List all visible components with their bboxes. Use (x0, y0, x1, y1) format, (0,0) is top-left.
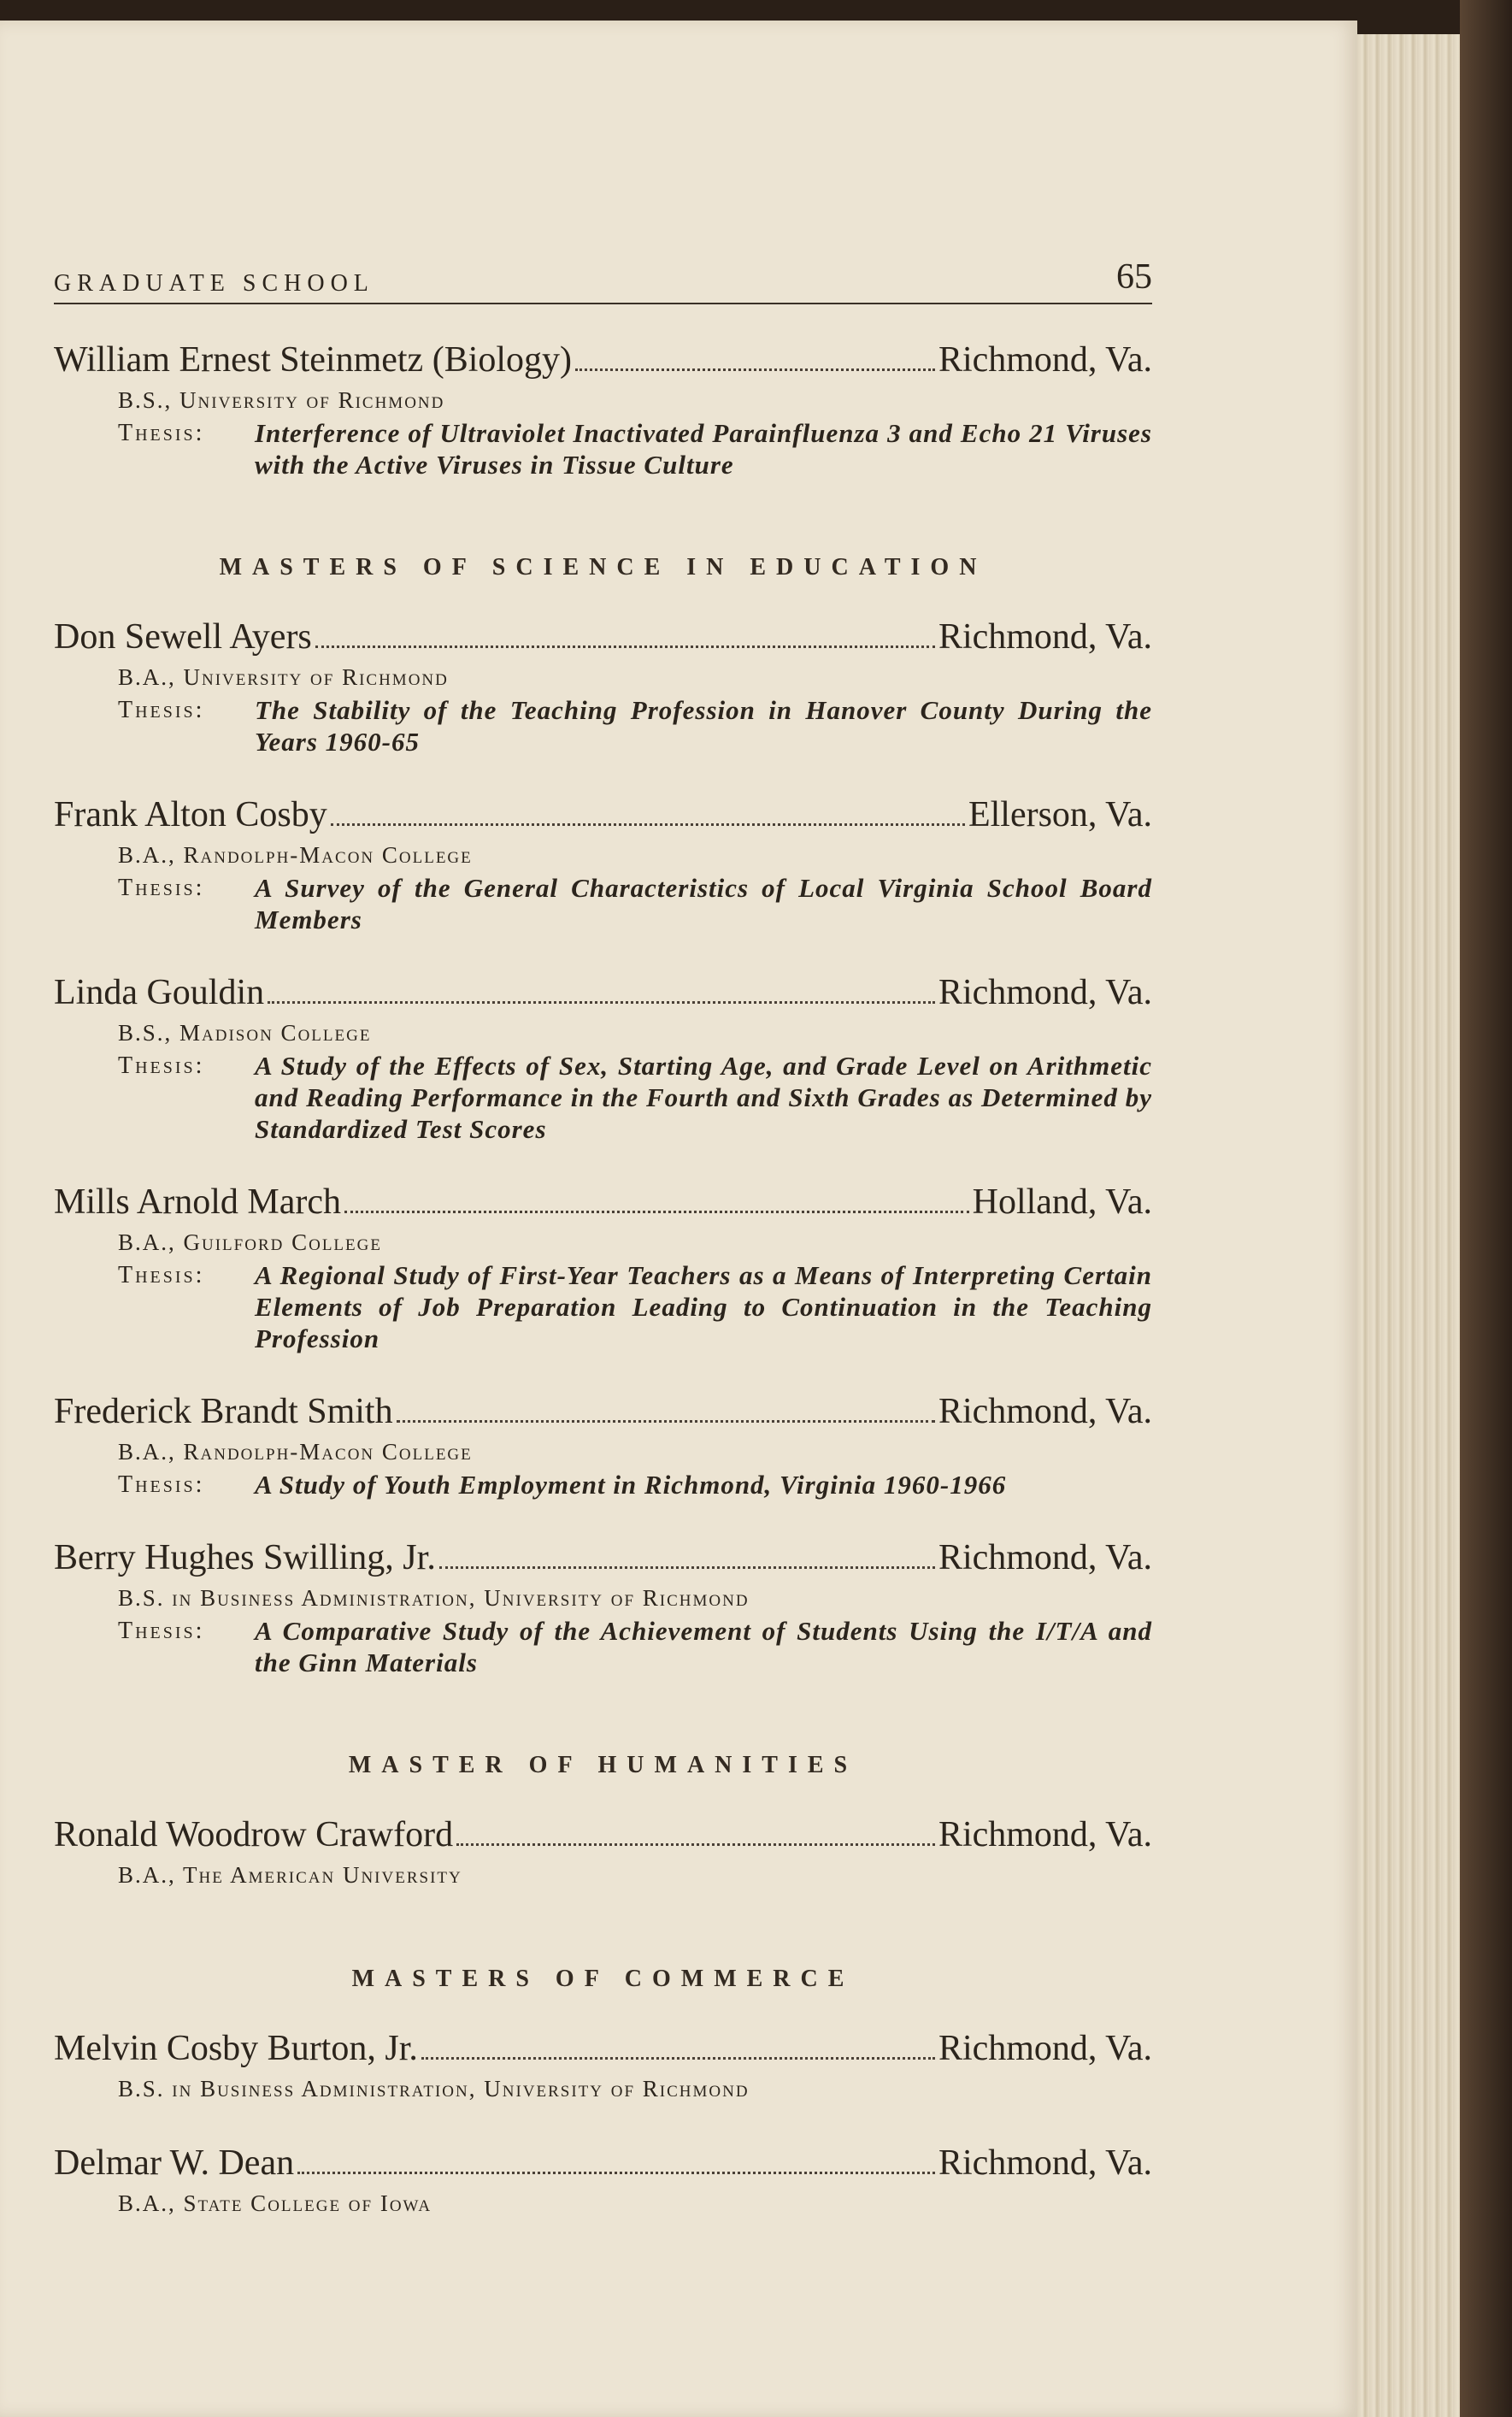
thesis-title: A Study of Youth Employment in Richmond, Virginia 1960-1966 (255, 1470, 1007, 1500)
dot-leader (575, 368, 935, 371)
graduate-name: Delmar W. Dean (54, 2143, 295, 2183)
thesis-line (118, 694, 1152, 758)
thesis-title: A Comparative Study of the Achievement of Students Using the I/T/A and the Ginn Materials (255, 1616, 1152, 1677)
thesis-title: Interference of Ultraviolet Inactivated Parainfluenza 3 and Echo 21 Viruses with the Active Viruses in Tissue Culture (255, 418, 1152, 480)
graduate-hometown: Richmond, Va. (938, 1815, 1152, 1854)
page-content (54, 256, 1152, 2220)
name-line (54, 614, 1152, 660)
graduate-name: Don Sewell Ayers (54, 617, 312, 657)
thesis-title: A Regional Study of First-Year Teachers as a Means of Interpreting Certain Elements of Job Preparation Leading to Continuation in the Teaching Profession (255, 1260, 1152, 1353)
prior-degree: B.S., University of Richmond (118, 387, 445, 413)
thesis-line (118, 1259, 1152, 1354)
name-line (54, 2140, 1152, 2186)
graduate-entry (54, 2140, 1152, 2220)
graduate-hometown: Richmond, Va. (938, 2029, 1152, 2068)
thesis-label: Thesis: (118, 875, 205, 901)
graduate-name: Ronald Woodrow Crawford (54, 1815, 454, 1854)
thesis-line (118, 1050, 1152, 1145)
graduate-entry (54, 792, 1152, 935)
page-number: 65 (1116, 257, 1152, 297)
graduate-hometown: Holland, Va. (972, 1182, 1152, 1222)
thesis-label: Thesis: (118, 1618, 205, 1644)
graduate-hometown: Richmond, Va. (938, 973, 1152, 1012)
prior-degree: B.A., University of Richmond (118, 664, 449, 690)
dot-leader (268, 1001, 935, 1004)
page-edges (1357, 34, 1460, 2417)
name-line (54, 1388, 1152, 1435)
graduate-entry (54, 337, 1152, 480)
graduate-hometown: Richmond, Va. (938, 1392, 1152, 1431)
thesis-label: Thesis: (118, 697, 205, 723)
book-spine (1460, 0, 1512, 2417)
thesis-label: Thesis: (118, 1262, 205, 1288)
dot-leader (439, 1566, 935, 1569)
graduate-name: Linda Gouldin (54, 973, 265, 1012)
name-line (54, 1812, 1152, 1858)
graduate-entry (54, 2025, 1152, 2106)
dot-leader (421, 2057, 935, 2060)
graduate-entry (54, 1388, 1152, 1500)
running-head (54, 256, 1152, 304)
graduate-entry (54, 614, 1152, 758)
section-heading: MASTERS OF SCIENCE IN EDUCATION (219, 554, 987, 581)
thesis-title: A Survey of the General Characteristics of Local Virginia School Board Members (255, 873, 1152, 934)
name-line (54, 792, 1152, 838)
dot-leader (456, 1843, 935, 1846)
dot-leader (397, 1420, 935, 1423)
prior-degree: B.A., State College of Iowa (118, 2190, 432, 2216)
prior-degree: B.A., Randolph-Macon College (118, 1439, 473, 1465)
graduate-name: Frank Alton Cosby (54, 795, 327, 834)
graduate-entry (54, 1535, 1152, 1678)
dot-leader (297, 2172, 935, 2174)
thesis-label: Thesis: (118, 1471, 205, 1498)
graduate-name: Berry Hughes Swilling, Jr. (54, 1538, 436, 1577)
prior-degree: B.A., Guilford College (118, 1229, 382, 1255)
section-heading: MASTER OF HUMANITIES (348, 1752, 858, 1778)
prior-degree: B.S. in Business Administration, University of Richmond (118, 1585, 750, 1611)
graduate-name: Melvin Cosby Burton, Jr. (54, 2029, 418, 2068)
thesis-title: The Stability of the Teaching Profession in Hanover County During the Years 1960-65 (255, 695, 1152, 757)
graduate-hometown: Ellerson, Va. (968, 795, 1152, 834)
name-line (54, 1535, 1152, 1581)
prior-degree: B.A., Randolph-Macon College (118, 842, 473, 868)
running-head-title: GRADUATE SCHOOL (54, 270, 374, 297)
dot-leader (344, 1211, 969, 1213)
graduate-name: William Ernest Steinmetz (Biology) (54, 340, 573, 380)
graduate-entry (54, 1812, 1152, 1892)
graduate-hometown: Richmond, Va. (938, 340, 1152, 380)
thesis-label: Thesis: (118, 1052, 205, 1079)
section-heading: MASTERS OF COMMERCE (351, 1966, 855, 1992)
graduate-hometown: Richmond, Va. (938, 2143, 1152, 2183)
thesis-line (118, 1469, 1152, 1500)
prior-degree: B.S. in Business Administration, University of Richmond (118, 2076, 750, 2102)
name-line (54, 970, 1152, 1016)
thesis-line (118, 417, 1152, 480)
graduate-name: Frederick Brandt Smith (54, 1392, 393, 1431)
graduate-entry (54, 970, 1152, 1145)
thesis-label: Thesis: (118, 420, 205, 446)
prior-degree: B.A., The American University (118, 1862, 462, 1888)
graduate-entry (54, 1179, 1152, 1354)
name-line (54, 1179, 1152, 1225)
dot-leader (331, 823, 965, 826)
dot-leader (315, 646, 935, 648)
sections-container (54, 337, 1152, 2220)
graduate-name: Mills Arnold March (54, 1182, 341, 1222)
thesis-line (118, 1615, 1152, 1678)
name-line (54, 337, 1152, 383)
thesis-title: A Study of the Effects of Sex, Starting Age, and Grade Level on Arithmetic and Reading Performance in the Fourth and Sixth Grades as Determined by Standardized Test Scores (255, 1051, 1152, 1144)
graduate-hometown: Richmond, Va. (938, 1538, 1152, 1577)
name-line (54, 2025, 1152, 2072)
prior-degree: B.S., Madison College (118, 1020, 372, 1046)
graduate-hometown: Richmond, Va. (938, 617, 1152, 657)
thesis-line (118, 872, 1152, 935)
